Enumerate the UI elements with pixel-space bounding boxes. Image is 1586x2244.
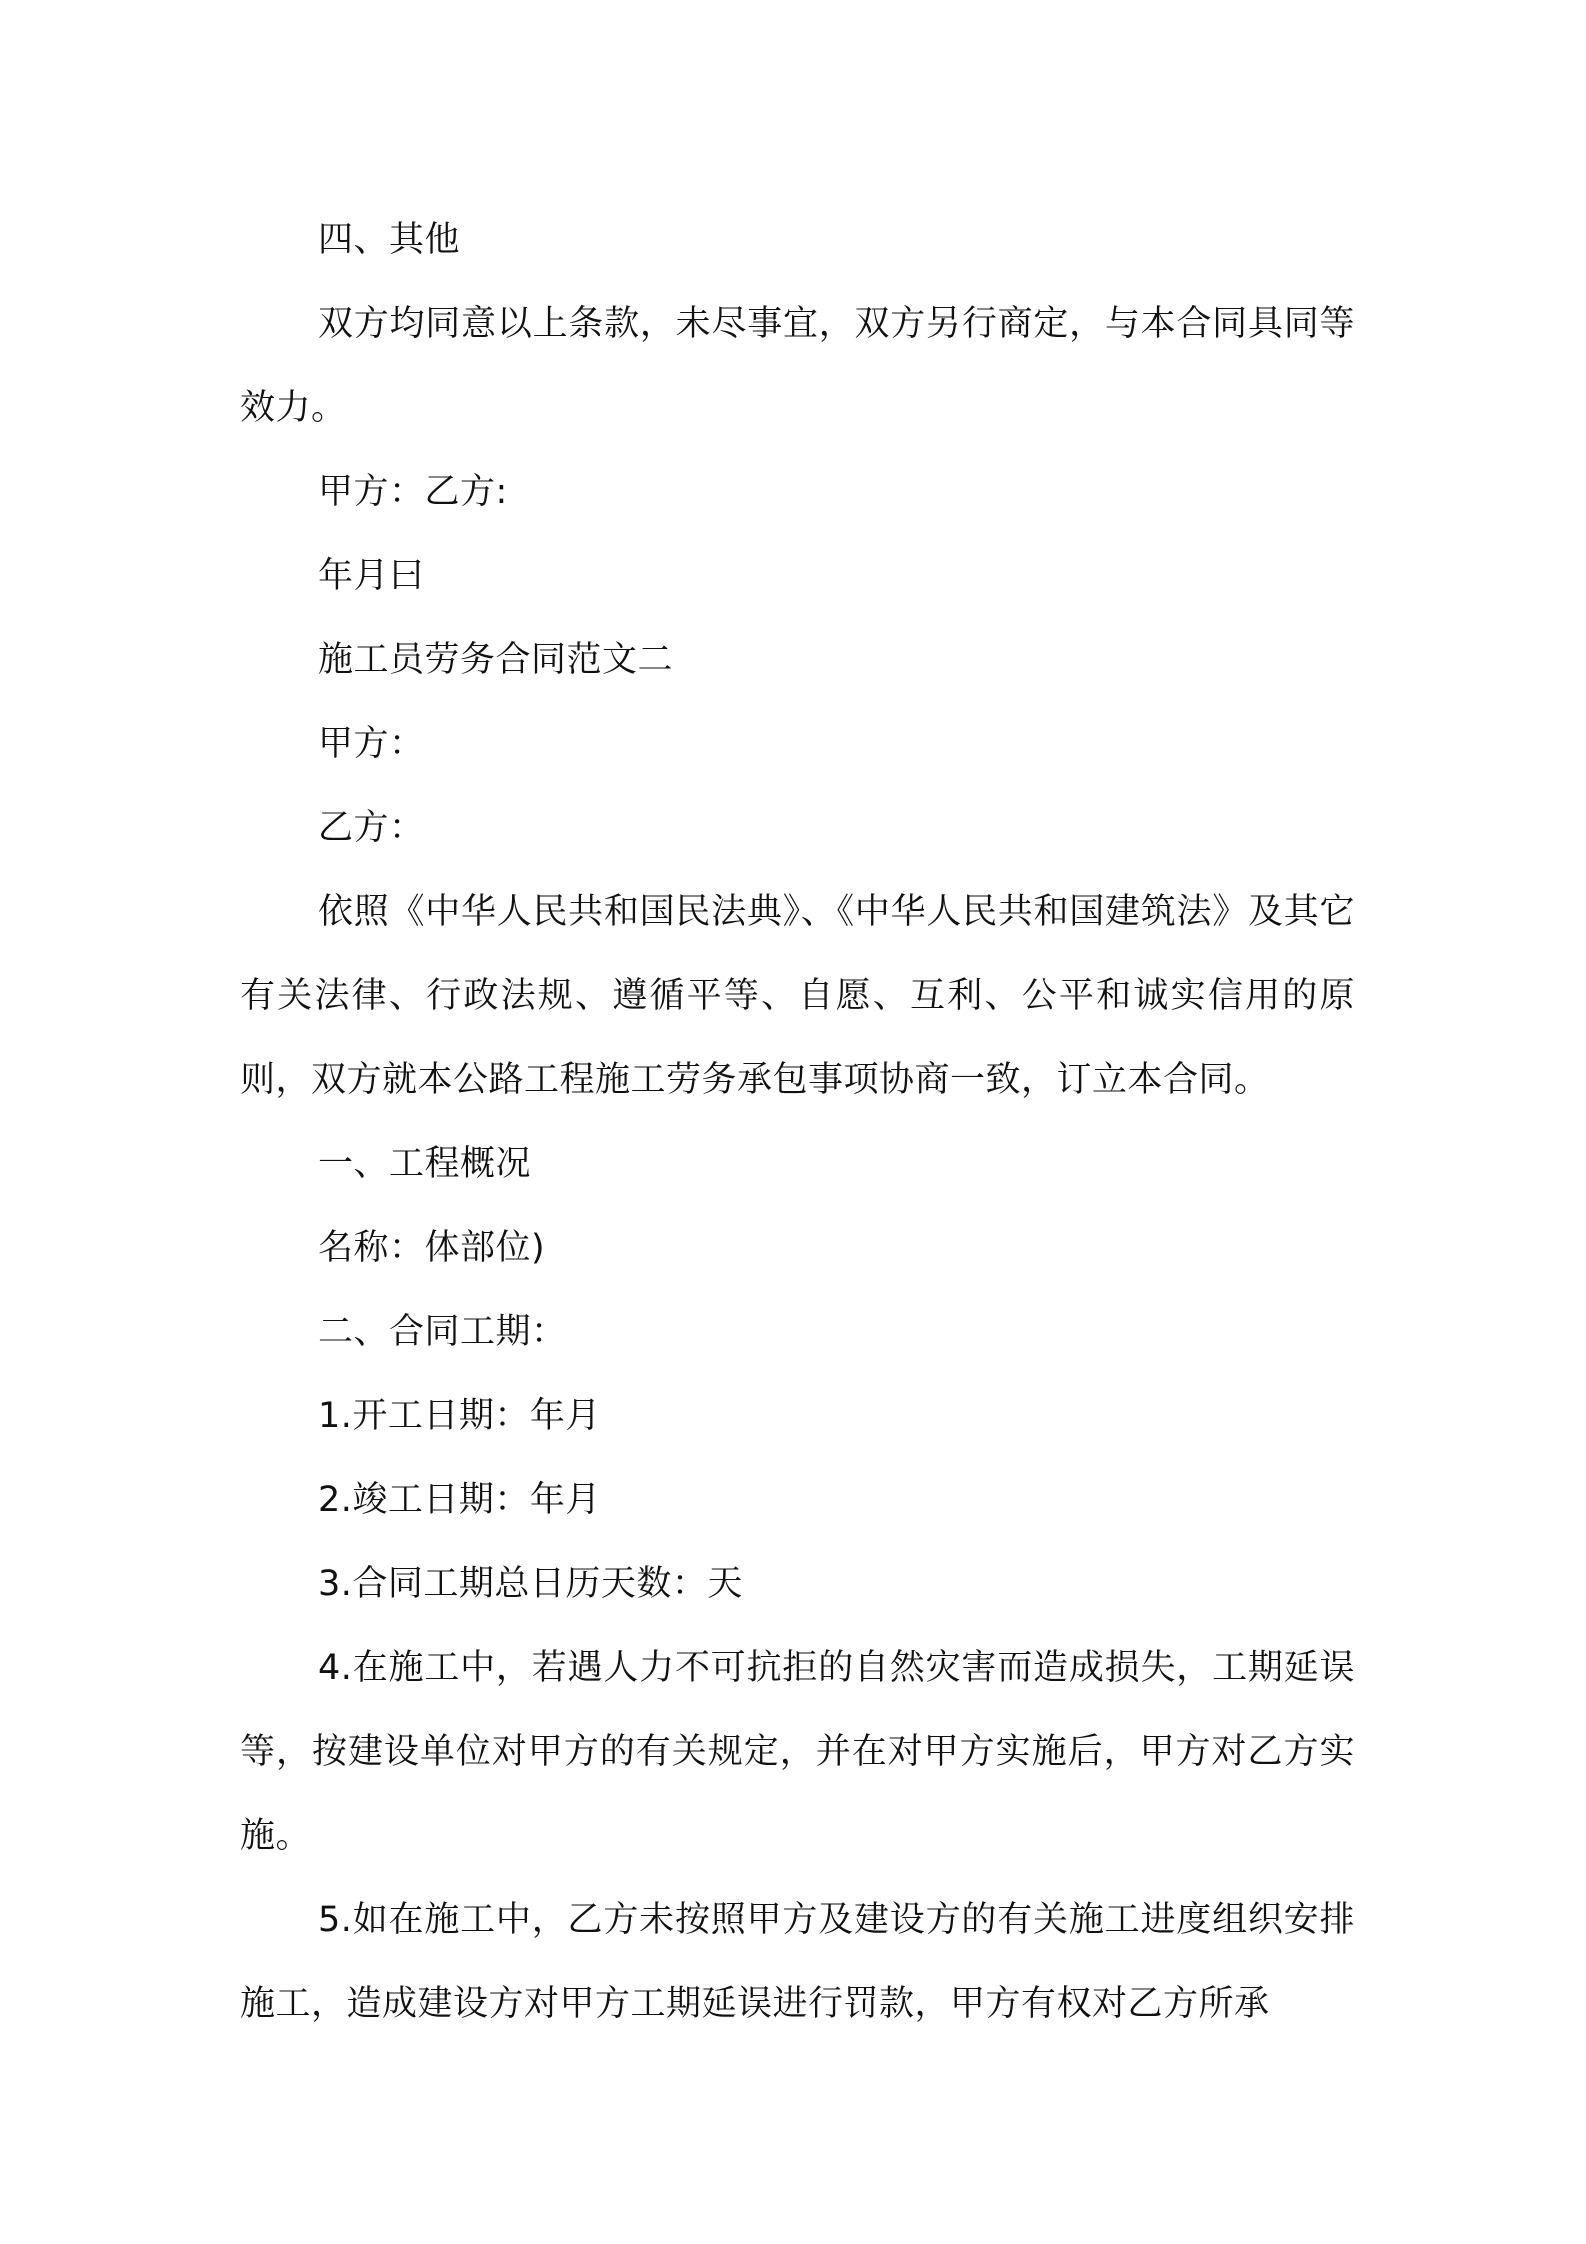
section-heading-contract-period: 二、合同工期： xyxy=(318,1312,567,1352)
paragraph-legal-basis: 依照《中华人民共和国民法典》、《中华人民共和国建筑法》及其它有关法律、行政法规、遵循平等、自愿、互利、公平和诚实信用的原则，双方就本公路工程施工劳务承包事项协商一致，订立本合同。 xyxy=(240,892,1355,1100)
paragraph-force-majeure: 4.在施工中，若遇人力不可抗拒的自然灾害而造成损失，工期延误等，按建设单位对甲方的有关规定，并在对甲方实施后，甲方对乙方实施。 xyxy=(240,1648,1355,1856)
completion-date-line: 2.竣工日期：年月 xyxy=(318,1480,601,1520)
total-days-line: 3.合同工期总日历天数：天 xyxy=(318,1564,743,1604)
signature-parties-line: 甲方：乙方: xyxy=(318,472,508,512)
party-b-line: 乙方： xyxy=(318,808,425,848)
project-name-line: 名称：体部位) xyxy=(318,1228,546,1268)
contract-title: 施工员劳务合同范文二 xyxy=(318,640,674,680)
date-line: 年月曰 xyxy=(318,556,425,596)
start-date-line: 1.开工日期：年月 xyxy=(318,1396,601,1436)
section-heading-project-overview: 一、工程概况 xyxy=(318,1144,532,1184)
party-a-line: 甲方： xyxy=(318,724,425,764)
paragraph-delay-penalty: 5.如在施工中，乙方未按照甲方及建设方的有关施工进度组织安排施工，造成建设方对甲方工期延误进行罚款，甲方有权对乙方所承 xyxy=(240,1900,1355,2024)
paragraph-agreement-clause: 双方均同意以上条款，未尽事宜，双方另行商定，与本合同具同等效力。 xyxy=(240,304,1355,428)
section-heading-other: 四、其他 xyxy=(318,220,461,260)
document-body xyxy=(240,198,1355,2046)
